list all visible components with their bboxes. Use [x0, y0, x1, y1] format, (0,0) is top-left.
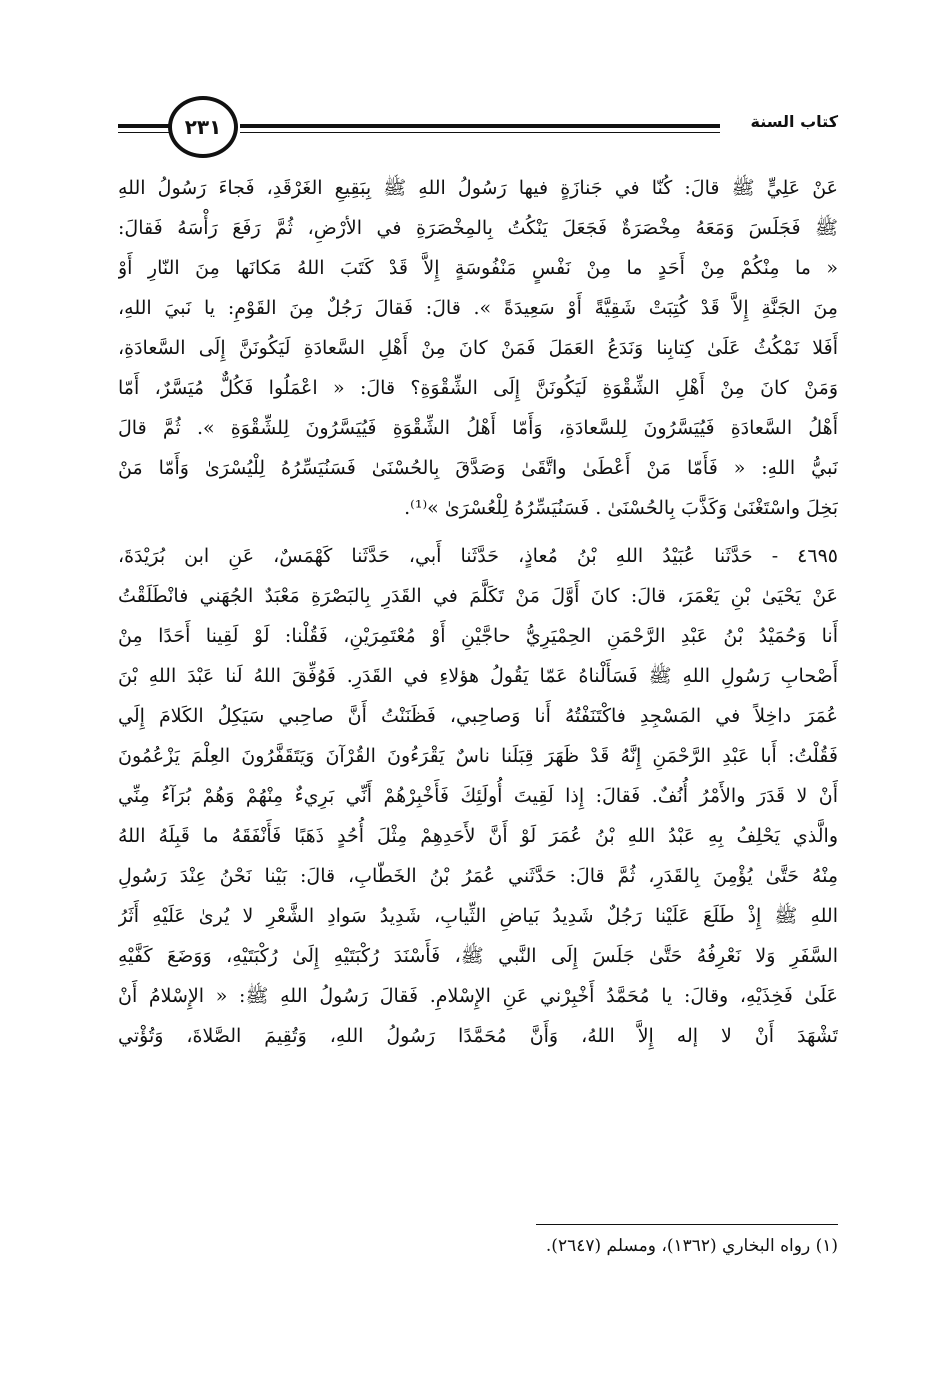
text-line: أَنا وَحُمَيْدُ بْنُ عَبْدِ الرَّحْمَنِ الحِمْيَرِيُّ حاجَّيْنِ أَوْ مُعْتَمِرَيْنِ، فَقُلْنا: لَوْ لَقِينا أَحَدًا مِنْ: [118, 625, 838, 647]
footnote-divider: [536, 1224, 838, 1225]
text-line: فَقُلْتُ: أَبا عَبْدِ الرَّحْمَنِ إِنَّهُ قَدْ ظَهَرَ قِبَلَنا ناسٌ يَقْرَءُونَ القُرْآنَ وَيَتَقَفَّرُونَ العِلْمَ يَزْعُمُونَ: [118, 745, 838, 767]
main-text: [118, 168, 838, 1056]
hadith-number-line: ٤٦٩٥ - حَدَّثَنا عُبَيْدُ اللهِ بْنُ مُعاذٍ، حَدَّثَنا أَبي، حَدَّثَنا كَهْمَسٌ، عَنِ ابن بُرَيْدَةَ،: [118, 545, 838, 567]
text-line: والَّذي يَحْلِفُ بِهِ عَبْدُ اللهِ بْنُ عُمَرَ لَوْ أَنَّ لأَحَدِهِمْ مِثْلَ أُحُدٍ ذَهَبًا فَأَنْفَقَهُ ما قَبِلَهُ اللهُ: [118, 825, 838, 847]
header-rule-right-thin: [240, 132, 720, 133]
text-line: عَنْ عَلِيٍّ ﷺ قالَ: كُنّا في جَنازَةٍ فيها رَسُولُ اللهِ ﷺ بِبَقِيعِ الغَرْقَدِ، فَجاءَ رَسُولُ اللهِ: [118, 177, 838, 199]
header-rule-left-thin: [118, 132, 170, 133]
paragraph-gap: [118, 528, 838, 536]
page-number: ٢٣١: [184, 115, 222, 139]
text-line: نَبيُّ اللهِ: « فَأَمّا مَنْ أَعْطَىٰ واتَّقَىٰ وَصَدَّقَ بِالحُسْنَىٰ فَسَنُيَسِّرُهُ لِلْيُسْرَىٰ وَأَمّا مَنْ: [118, 457, 838, 479]
text-line: أَصْحابِ رَسُولِ اللهِ ﷺ فَسَأَلْناهُ عَمّا يَقُولُ هؤلاءِ في القَدَرِ. فَوُفِّقَ اللهُ لَنا عَبْدَ اللهِ بْنَ: [118, 665, 838, 687]
text-line: اللهِ ﷺ إِذْ طَلَعَ عَلَيْنا رَجُلٌ شَدِيدُ بَياضِ الثِّيابِ، شَدِيدُ سَوادِ الشَّعْرِ لا يُرىٰ عَلَيْهِ أَثَرُ: [118, 905, 838, 927]
header-rule-right: [240, 124, 720, 128]
text-line: وَمَنْ كانَ مِنْ أَهْلِ الشِّقْوَةِ لَيَكُونَنَّ إِلَى الشِّقْوَةِ؟ قالَ: « اعْمَلُوا فَكُلٌّ مُيَسَّرٌ، أَمّا: [118, 377, 838, 399]
footnote: (١) رواه البخاري (١٣٦٢)، ومسلم (٢٦٤٧).: [545, 1236, 838, 1256]
header-rule-left: [118, 124, 170, 128]
text-line: أَفَلا نَمْكُثُ عَلَىٰ كِتابِنا وَنَدَعُ العَمَلَ فَمَنْ كانَ مِنْ أَهْلِ السَّعادَةِ لَيَكُونَنَّ إِلَى السَّعادَةِ،: [118, 337, 838, 359]
text-line: عُمَرَ داخِلاً في المَسْجِدِ فاكْتَنَفْتُهُ أَنا وَصاحِبي، فَظَنَنْتُ أَنَّ صاحِبي سَيَكِلُ الكَلامَ إِلَي: [118, 705, 838, 727]
page-header: [118, 96, 838, 166]
text-line: أَنْ لا قَدَرَ والأَمْرُ أُنُفٌ. فَقالَ: إِذا لَقِيتَ أُولَئِكَ فَأَخْبِرْهُمْ أَنِّي بَرِيءٌ مِنْهُمْ وَهُمْ بُرَآءُ مِنِّي: [118, 785, 838, 807]
book-title: كتاب السنة: [750, 112, 838, 131]
text-line: تَشْهَدَ أَنْ لا إله إِلاَّ اللهُ، وَأَنَّ مُحَمَّدًا رَسُولُ اللهِ، وَتُقِيمَ الصَّلاةَ، وَتُؤْتي: [118, 1025, 838, 1047]
text-line: مِنَ الجَنَّةِ إِلاَّ قَدْ كُتِبَتْ شَقِيَّةً أَوْ سَعِيدَةً ». قالَ: فَقالَ رَجُلٌ مِنَ القَوْمِ: يا نَبيَ اللهِ،: [118, 297, 838, 319]
page-number-badge: [168, 96, 238, 158]
text-line: بَخِلَ واسْتَغْنَىٰ وَكَذَّبَ بِالحُسْنَىٰ . فَسَنُيَسِّرُهُ لِلْعُسْرَىٰ »⁽¹⁾.: [404, 497, 838, 519]
text-line: عَنْ يَحْيَىٰ بْنِ يَعْمَرَ، قالَ: كانَ أَوَّلَ مَنْ تَكَلَّمَ في القَدَرِ بِالبَصْرَةِ مَعْبَدٌ الجُهَني فانْطَلَقْتُ: [118, 585, 838, 607]
text-line: مِنْهُ حَتَّىٰ يُؤْمِنَ بِالقَدَرِ، ثُمَّ قالَ: حَدَّثَني عُمَرُ بْنُ الخَطّابِ، قالَ: بَيْنا نَحْنُ عِنْدَ رَسُولِ: [118, 865, 838, 887]
text-line: ﷺ فَجَلَسَ وَمَعَهُ مِخْصَرَةٌ فَجَعَلَ يَنْكُتُ بِالمِخْصَرَةِ في الأرْضِ، ثُمَّ رَفَعَ رَأْسَهُ فَقالَ:: [118, 217, 838, 239]
text-line: « ما مِنْكُمْ مِنْ أَحَدٍ ما مِنْ نَفْسٍ مَنْفُوسَةٍ إِلاَّ قَدْ كَتَبَ اللهُ مَكانَها مِنَ النّارِ أَوْ: [118, 257, 838, 279]
text-line: السَّفَرِ وَلا نَعْرِفُهُ حَتَّىٰ جَلَسَ إِلَى النَّبي ﷺ، فَأَسْنَدَ رُكْبَتَيْهِ إِلَىٰ رُكْبَتَيْهِ، وَوَضَعَ كَفَّيْهِ: [118, 945, 838, 967]
text-line: عَلَىٰ فَخِذَيْهِ، وقالَ: يا مُحَمَّدُ أَخْبِرْني عَنِ الإِسْلامِ. فَقالَ رَسُولُ اللهِ ﷺ: « الإِسْلامُ أَنْ: [118, 985, 838, 1007]
text-line: أَهْلُ السَّعادَةِ فَيُيَسَّرُونَ لِلسَّعادَةِ، وَأَمّا أَهْلُ الشِّقْوَةِ فَيُيَسَّرُونَ لِلشِّقْوَةِ ». ثُمَّ قالَ: [118, 417, 838, 439]
